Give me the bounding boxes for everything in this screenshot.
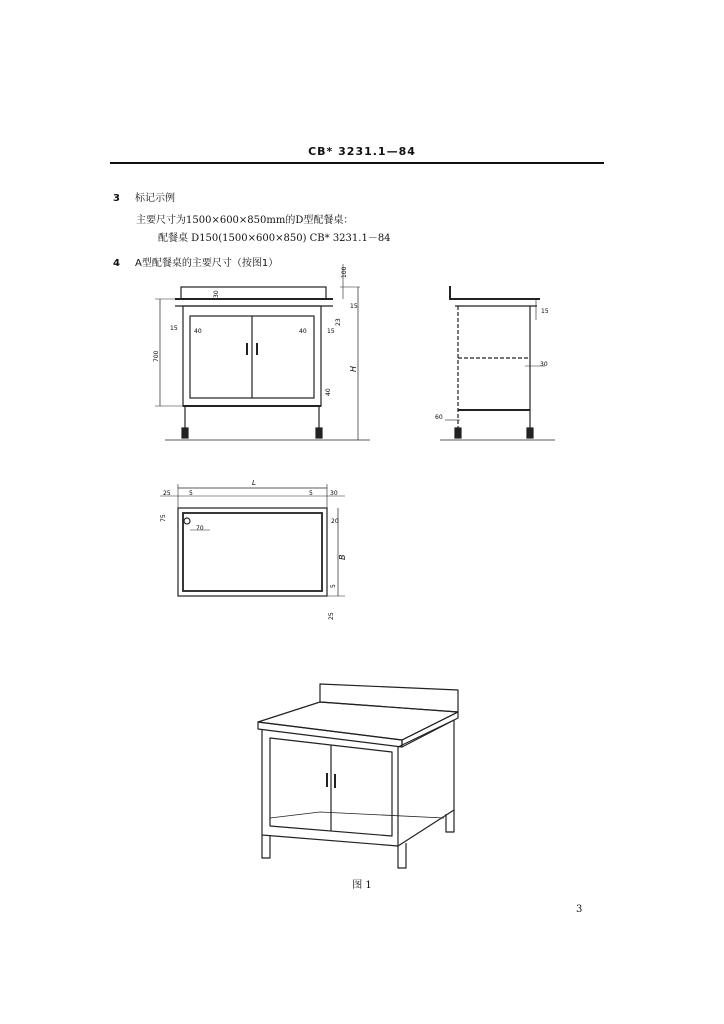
plan-dim-length: L <box>252 479 256 487</box>
dim-rail-label: 23 <box>335 318 342 326</box>
plan-dim-right-margin: 20 <box>331 518 339 525</box>
perspective-backsplash <box>320 684 458 712</box>
section-3-heading <box>113 189 175 204</box>
section-4-title: A型配餐桌的主要尺寸（按图1） <box>135 258 279 269</box>
plan-dim-left-edge: 25 <box>163 490 171 497</box>
plan-dim-hole-dist: 70 <box>196 525 204 532</box>
section-3-title: 标记示例 <box>135 193 175 204</box>
side-dim-top-label: 15 <box>541 308 549 315</box>
plan-outer <box>178 508 327 596</box>
section-3-line-2: 配餐桌 D150(1500×600×850) CB* 3231.1－84 <box>158 233 391 244</box>
perspective-leg-front-left <box>262 835 270 858</box>
side-dim-shelf-label: 30 <box>540 361 548 368</box>
dim-bottom-rail-label: 40 <box>325 388 332 396</box>
plan-dim-bottom-gap: 5 <box>330 584 337 588</box>
plan-view-drawing <box>152 478 352 628</box>
dim-height-label: H <box>349 365 358 372</box>
perspective-leg-front-right <box>398 843 406 868</box>
figure-caption: 图 1 <box>352 880 372 891</box>
foot-left <box>182 428 188 438</box>
plan-dim-right-gap: 5 <box>309 490 313 497</box>
page-number: 3 <box>576 904 583 915</box>
section-3-number: 3 <box>113 193 120 204</box>
dim-top-thk-label: 30 <box>213 290 220 298</box>
plan-dim-right-edge: 30 <box>330 490 338 497</box>
plan-dim-width: B <box>338 554 347 560</box>
perspective-view-drawing <box>245 678 470 870</box>
perspective-front <box>262 729 398 846</box>
side-foot-back <box>455 428 461 438</box>
dim-side-right-label: 15 <box>327 328 335 335</box>
dim-backsplash-label: 100 <box>341 266 348 278</box>
perspective-leg-back-right <box>446 810 454 832</box>
foot-right <box>316 428 322 438</box>
header-rule <box>110 162 604 164</box>
dim-inset-left-label: 40 <box>194 328 202 335</box>
side-dim-foot-label: 60 <box>435 414 443 421</box>
backsplash <box>181 287 326 299</box>
plan-inner <box>183 513 322 591</box>
plan-dim-hole-offset: 75 <box>160 514 167 522</box>
plan-dim-bottom-edge: 25 <box>328 612 335 620</box>
section-3-line-1: 主要尺寸为1500×600×850mm的D型配餐桌： <box>136 215 354 226</box>
side-foot-front <box>527 428 533 438</box>
plan-dim-left-gap: 5 <box>189 490 193 497</box>
dim-inset-right-label: 40 <box>299 328 307 335</box>
front-view-drawing <box>150 262 375 447</box>
section-4-number: 4 <box>113 258 120 269</box>
standard-code-header: CB* 3231.1—84 <box>308 145 416 158</box>
plan-hole <box>184 518 190 524</box>
dim-overall-h-label: 700 <box>153 350 160 362</box>
side-view-drawing <box>430 282 560 447</box>
dim-gap-label: 15 <box>350 303 358 310</box>
dim-side-left-label: 15 <box>170 325 178 332</box>
